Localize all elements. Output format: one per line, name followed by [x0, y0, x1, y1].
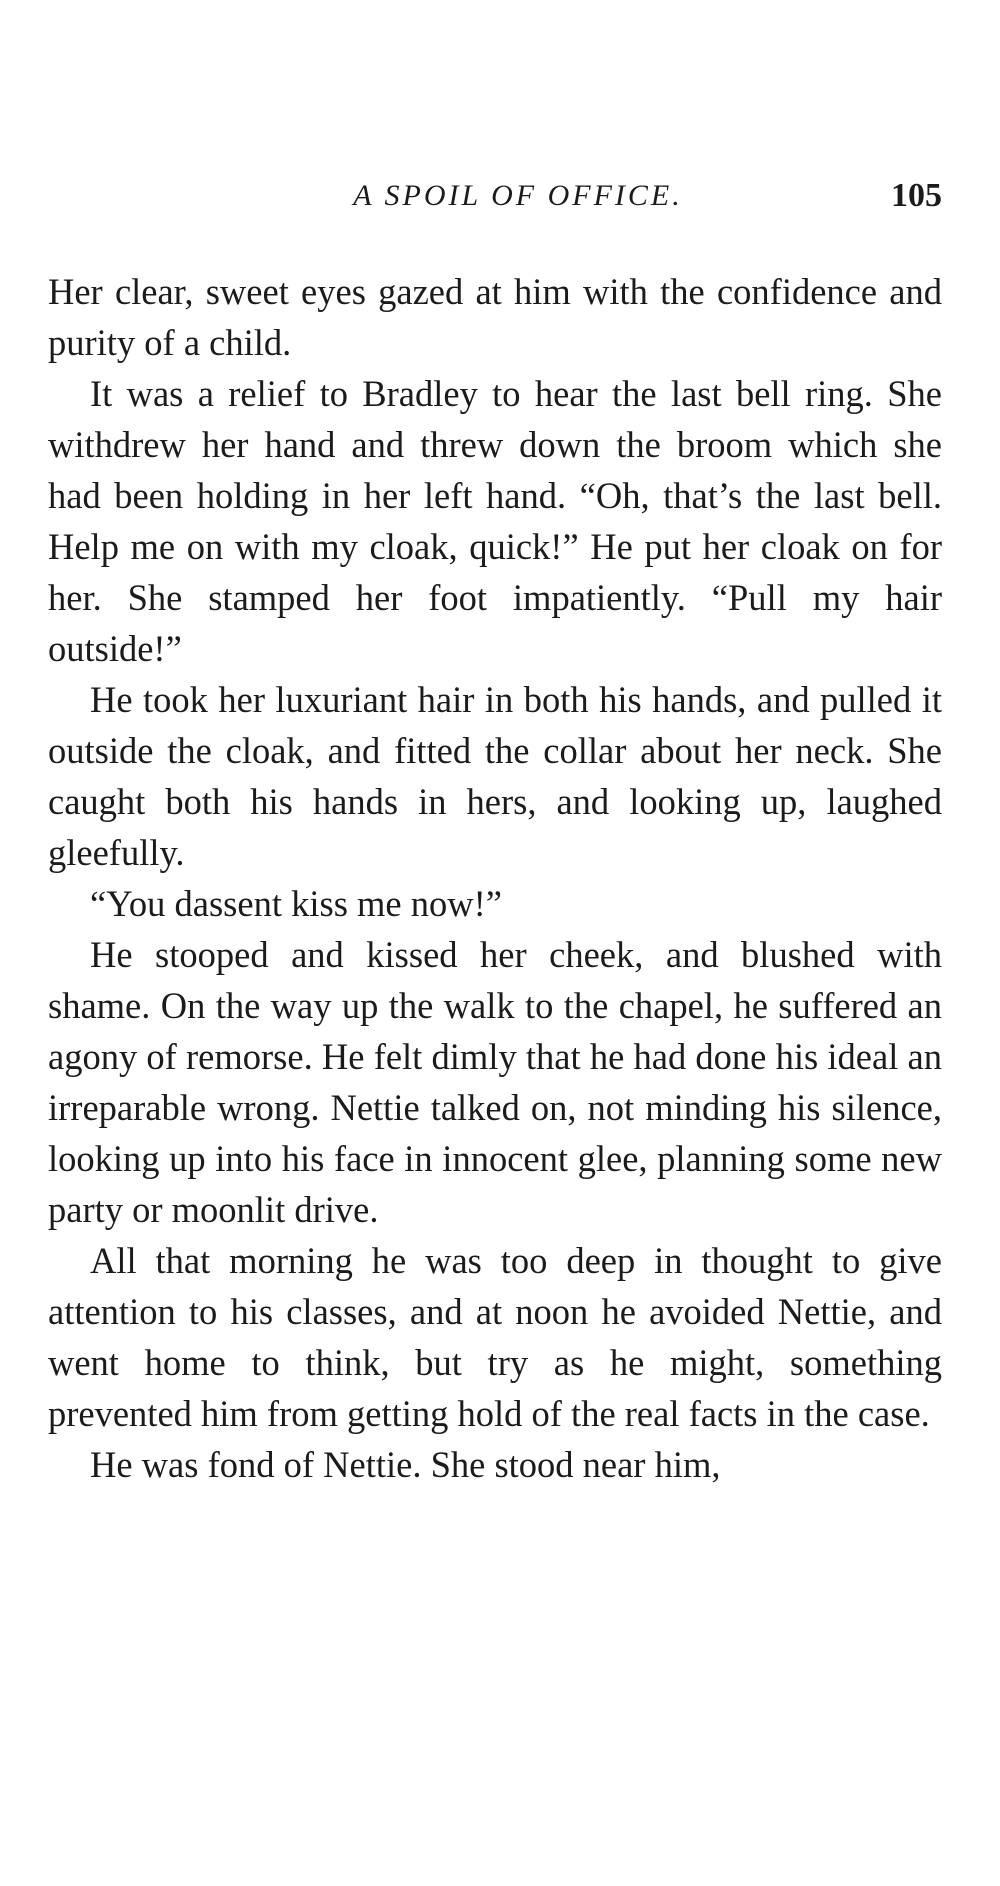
- paragraph-remorse: He stooped and kissed her cheek, and blushed with shame. On the way up the walk to the chapel, he suffered an agony of remorse. He felt dimly that he had done his ideal an irreparable wrong. Nettie talked on, not minding his silence, looking up into his face in innocent glee, planning some new party or moonlit drive.: [48, 934, 942, 1230]
- page-number: 105: [891, 177, 942, 214]
- paragraph-continuation: Her clear, sweet eyes gazed at him with the confidence and purity of a child.: [48, 271, 942, 363]
- paragraph-hair: He took her luxuriant hair in both his hands, and pulled it outside the cloak, and fitted the collar about her neck. She caught both his hands in hers, and looking up, laughed gleefully.: [48, 679, 942, 873]
- paragraph-dassent: “You dassent kiss me now!”: [90, 883, 502, 924]
- paragraph-fond: He was fond of Nettie. She stood near him,: [90, 1444, 721, 1485]
- running-title: A SPOIL OF OFFICE.: [353, 179, 683, 212]
- paragraph-morning: All that morning he was too deep in thought to give attention to his classes, and at noon he avoided Nettie, and went home to think, but try as he might, something prevented him from getting hold of the real facts in the case.: [48, 1240, 942, 1434]
- body-text: [48, 266, 942, 1490]
- running-head: [48, 172, 942, 220]
- paragraph-last-bell: It was a relief to Bradley to hear the last bell ring. She withdrew her hand and threw down the broom which she had been holding in her left hand. “Oh, that’s the last bell. Help me on with my cloak, quick!” He put her cloak on for her. She stamped her foot impatiently. “Pull my hair outside!”: [48, 373, 942, 669]
